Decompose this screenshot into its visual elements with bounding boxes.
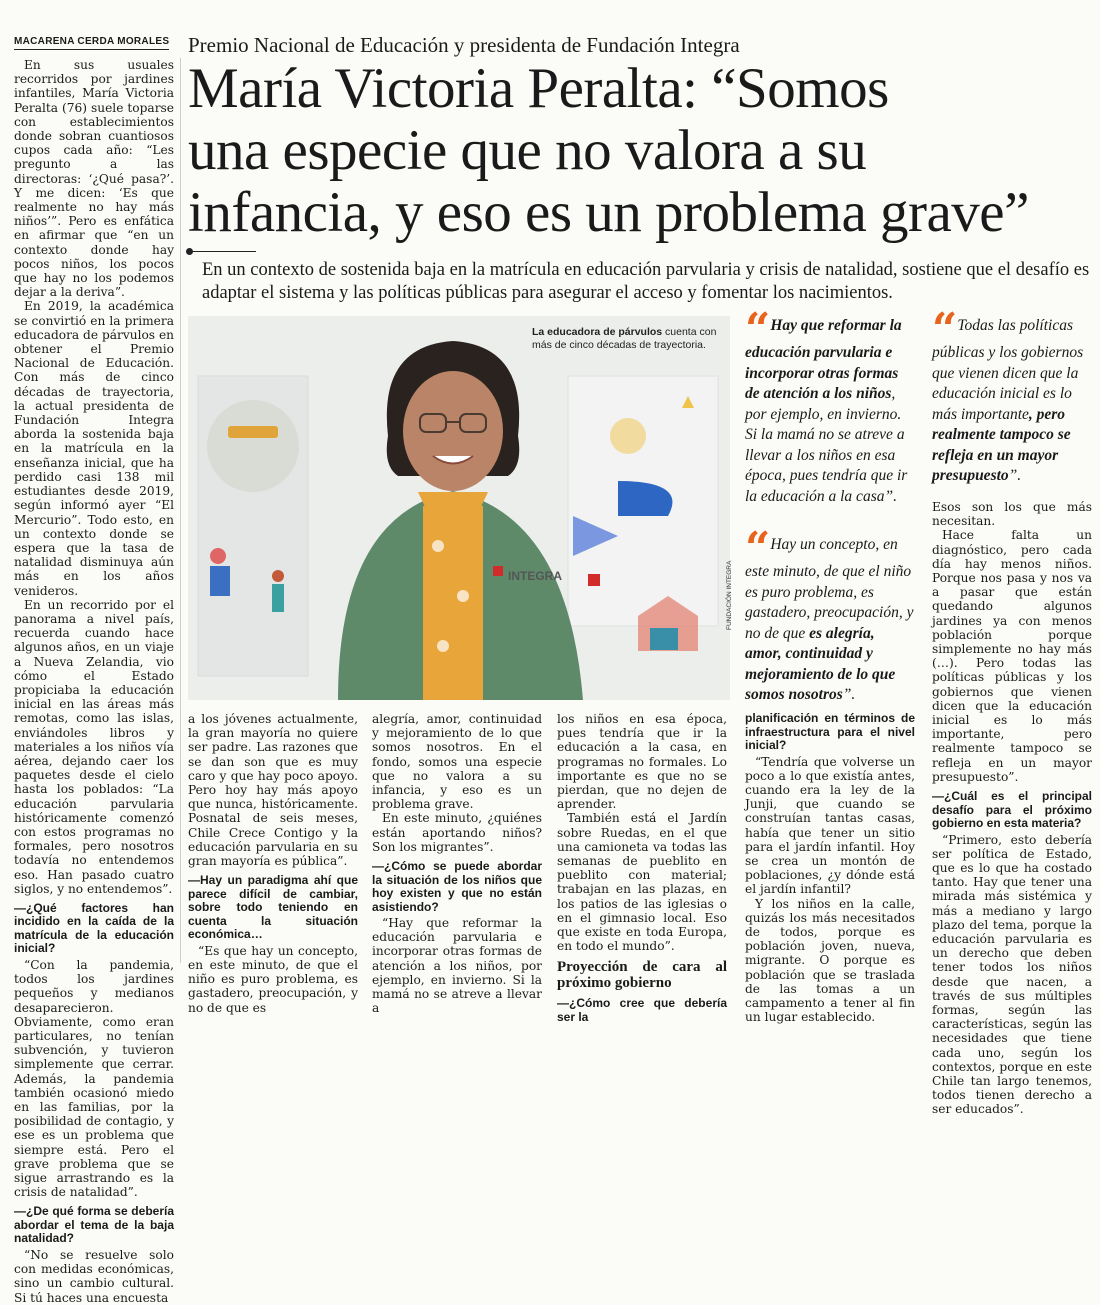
portrait-illustration bbox=[188, 316, 730, 700]
caption-rest: cuenta con más de cinco décadas de trayectoria. bbox=[532, 326, 717, 351]
sign-text: INTEGRA bbox=[508, 569, 562, 583]
paragraph: Esos son los que más necesitan. bbox=[932, 500, 1092, 529]
paragraph: Y los niños en la calle, quizás los más necesitados de todos, porque es población joven, nueva, migrante. O porque es población que se traslada de las tomas a un campamento a tener al fin un lugar establecido. bbox=[745, 896, 915, 1025]
interview-question: —¿Cuál es el principal desafío para el próximo gobierno en esta materia? bbox=[932, 789, 1092, 831]
interview-question: —¿Cómo cree que debería ser la bbox=[557, 996, 727, 1024]
paragraph: “Es que hay un concepto, en este minuto, de que el niño es puro problema, es gastadero, preocupación, y no de que es bbox=[188, 943, 358, 1015]
pull-quote-1: “ Hay que reformar la educación parvularia e incorporar otras formas de atención a los niños, por ejemplo, en invierno. Si la mamá no se atreve a llevar a los niños en esa época, pues tendría que ir la educación a la casa”. bbox=[745, 304, 908, 505]
quote-mark-icon: “ bbox=[932, 304, 954, 355]
headline-line-2: una especie que no valora a su bbox=[188, 119, 867, 182]
column-3 bbox=[372, 712, 542, 1015]
paragraph: También está el Jardín sobre Ruedas, en el que una camioneta va todas las semanas de pueblito en pueblito con material; trabajan en las plazas, en los patios de las iglesias o en el gimnasio local. Eso que existe en toda Europa, en todo el mundo”. bbox=[557, 811, 727, 954]
interview-question: planificación en términos de infraestructura para el nivel inicial? bbox=[745, 711, 915, 752]
paragraph: En un recorrido por el panorama a nivel país, recuerda cuando hace algunos años, en un viaje a Nueva Zelandia, vio cómo el Estado propiciaba la educación inicial en las áreas más remotas, como las islas, enviándoles libros y materiales a los niños vía aérea, dejando caer los paquetes desde el cielo hasta los poblados: “La educación parvularia históricamente comenzó con estos programas no formales, pero nosotros todavía no entendemos eso. Han pasado cuatro siglos, y no entendemos”. bbox=[14, 597, 174, 896]
byline: MACARENA CERDA MORALES bbox=[14, 36, 169, 50]
paragraph: alegría, amor, continuidad y mejoramiento de lo que somos nosotros. En el fondo, somos una especie que no valora a su infancia, y eso es un problema grave. bbox=[372, 712, 542, 812]
photo-credit: FUNDACIÓN INTEGRA bbox=[726, 560, 733, 630]
paragraph: “Primero, esto debería ser política de Estado, que es lo que ha costado tanto. Hay que tener una mirada más sistémica y más a mediano y largo plazo del tema, porque la educación parvularia es un derecho que deben tener todos los niños desde que nacen, a través de sus múltiples formas, según las características, según las necesidades que tiene cada uno, según los contextos, porque en este Chile tan largo tenemos, todos tienen derecho a ser educados”. bbox=[932, 832, 1092, 1117]
paragraph: “Tendría que volverse un poco a lo que existía antes, cuando era la ley de la Junji, que cuando se construían tantas casas, había que tener un sitio para el jardín infantil. Hoy se crea un montón de poblaciones, ¿y dónde está el jardín infantil? bbox=[745, 754, 915, 897]
paragraph: En este minuto, ¿quiénes están aportando niños? Son los migrantes”. bbox=[372, 811, 542, 854]
paragraph: En sus usuales recorridos por jardines infantiles, María Victoria Peralta (76) suele toparse con establecimientos donde sobran cuantiosos cupos cada año: “Les pregunto a las directoras: ‘¿Qué pasa?’. Y me dicen: ‘Es que realmente no hay más niños’”. Pero es enfática en afirmar que “en un contexto donde hay pocos niños, los pocos que hay no los podemos dejar a la deriva”. bbox=[14, 58, 174, 300]
pull-quote-3: “ Todas las políticas públicas y los gobiernos que vienen dicen que la educación inicial es lo más importante, pero realmente tampoco se refleja en un mayor presupuesto”. bbox=[932, 304, 1084, 484]
quote-mark-icon: “ bbox=[745, 523, 767, 574]
headline-line-1: María Victoria Peralta: “Somos bbox=[188, 57, 889, 120]
paragraph: a los jóvenes actualmente, la gran mayoría no quiere ser padre. Las razones que se dan son que es muy caro y que hay poco apoyo. Pero hoy hay más apoyo que nunca, históricamente. Posnatal de seis meses, Chile Crece Contigo y la educación parvularia en su gran mayoría es pública”. bbox=[188, 712, 358, 869]
quote-mark-icon: “ bbox=[745, 304, 767, 355]
interview-question: —¿Qué factores han incidido en la caída de la matrícula de la educación inicial? bbox=[14, 900, 174, 956]
interview-question: —¿Cómo se puede abordar la situación de los niños que hoy existen y que no están asistiendo? bbox=[372, 859, 542, 914]
paragraph: “Con la pandemia, todos los jardines pequeños y medianos desaparecieron. Obviamente, como eran particulares, no tenían subvención, y tuvieron simplemente que cerrar. Además, la pandemia también ocasionó miedo en las familias, por la posibilidad de contagio, y ese es un problema que siempre está. Pero el grave problema que se sigue arrastrando es la crisis de natalidad”. bbox=[14, 957, 174, 1200]
photo-caption bbox=[532, 326, 722, 351]
column-1 bbox=[14, 58, 174, 1305]
kicker: Premio Nacional de Educación y presidenta de Fundación Integra bbox=[188, 33, 740, 57]
section-subhead: Proyección de cara al próximo gobierno bbox=[557, 959, 727, 992]
deck: En un contexto de sostenida baja en la matrícula en educación parvularia y crisis de natalidad, sostiene que el desafío es adaptar el sistema y las políticas públicas para asegurar el acceso y fomentar los nacimientos. bbox=[202, 260, 1090, 303]
paragraph: “No se resuelve solo con medidas económicas, sino un cambio cultural. Si tú haces una encuesta bbox=[14, 1247, 174, 1305]
column-divider bbox=[180, 58, 181, 963]
interview-question: —¿De qué forma se debería abordar el tema de la baja natalidad? bbox=[14, 1204, 174, 1246]
paragraph: “Hay que reformar la educación parvularia e incorporar otras formas de atención a los niños, por ejemplo, en invierno. Si la mamá no se atreve a llevar a bbox=[372, 916, 542, 1016]
paragraph: Hace falta un diagnóstico, pero cada día hay menos niños. Porque nos pasa y nos va a pasar que están quedando algunos jardines ya con menos población porque simplemente no hay más (…). Pero todas las políticas públicas y los gobiernos que vienen dicen que la educación inicial es lo más importante, pero realmente tampoco se refleja en un mayor presupuesto”. bbox=[932, 528, 1092, 784]
column-6 bbox=[932, 500, 1092, 1117]
paragraph: los niños en esa época, pues tendría que ir la educación a la casa, en programas no formales. Lo importante es que no se pierdan, que no dejen de aprender. bbox=[557, 712, 727, 812]
caption-bold: La educadora de párvulos bbox=[532, 326, 663, 338]
headline bbox=[188, 58, 1088, 244]
column-4 bbox=[557, 712, 727, 1026]
deck-rule bbox=[188, 251, 256, 252]
paragraph: En 2019, la académica se convirtió en la primera educadora de párvulos en obtener el Premio Nacional de Educación. Con más de cinco décadas de trayectoria, la actual presidenta de Fundación Integra aborda la sostenida baja en la matrícula en la enseñanza inicial, que ha perdido casi 138 mil estudiantes desde 2019, según informó ayer “El Mercurio”. Todo esto, en un contexto donde se espera que la tasa de natalidad disminuya aún más en los años venideros. bbox=[14, 299, 175, 598]
column-5 bbox=[745, 712, 915, 1024]
column-2 bbox=[188, 712, 358, 1015]
pull-quote-2: “ Hay un concepto, en este minuto, de que el niño es puro problema, es gastadero, preocupación, y no de que es alegría, amor, continuidad y mejoramiento de lo que somos nosotros”. bbox=[745, 523, 914, 703]
interview-question: —Hay un paradigma ahí que parece difícil de cambiar, sobre todo teniendo en cuenta la situación económica… bbox=[188, 873, 358, 942]
headline-line-3: infancia, y eso es un problema grave” bbox=[188, 181, 1029, 244]
portrait-photo bbox=[188, 316, 730, 700]
